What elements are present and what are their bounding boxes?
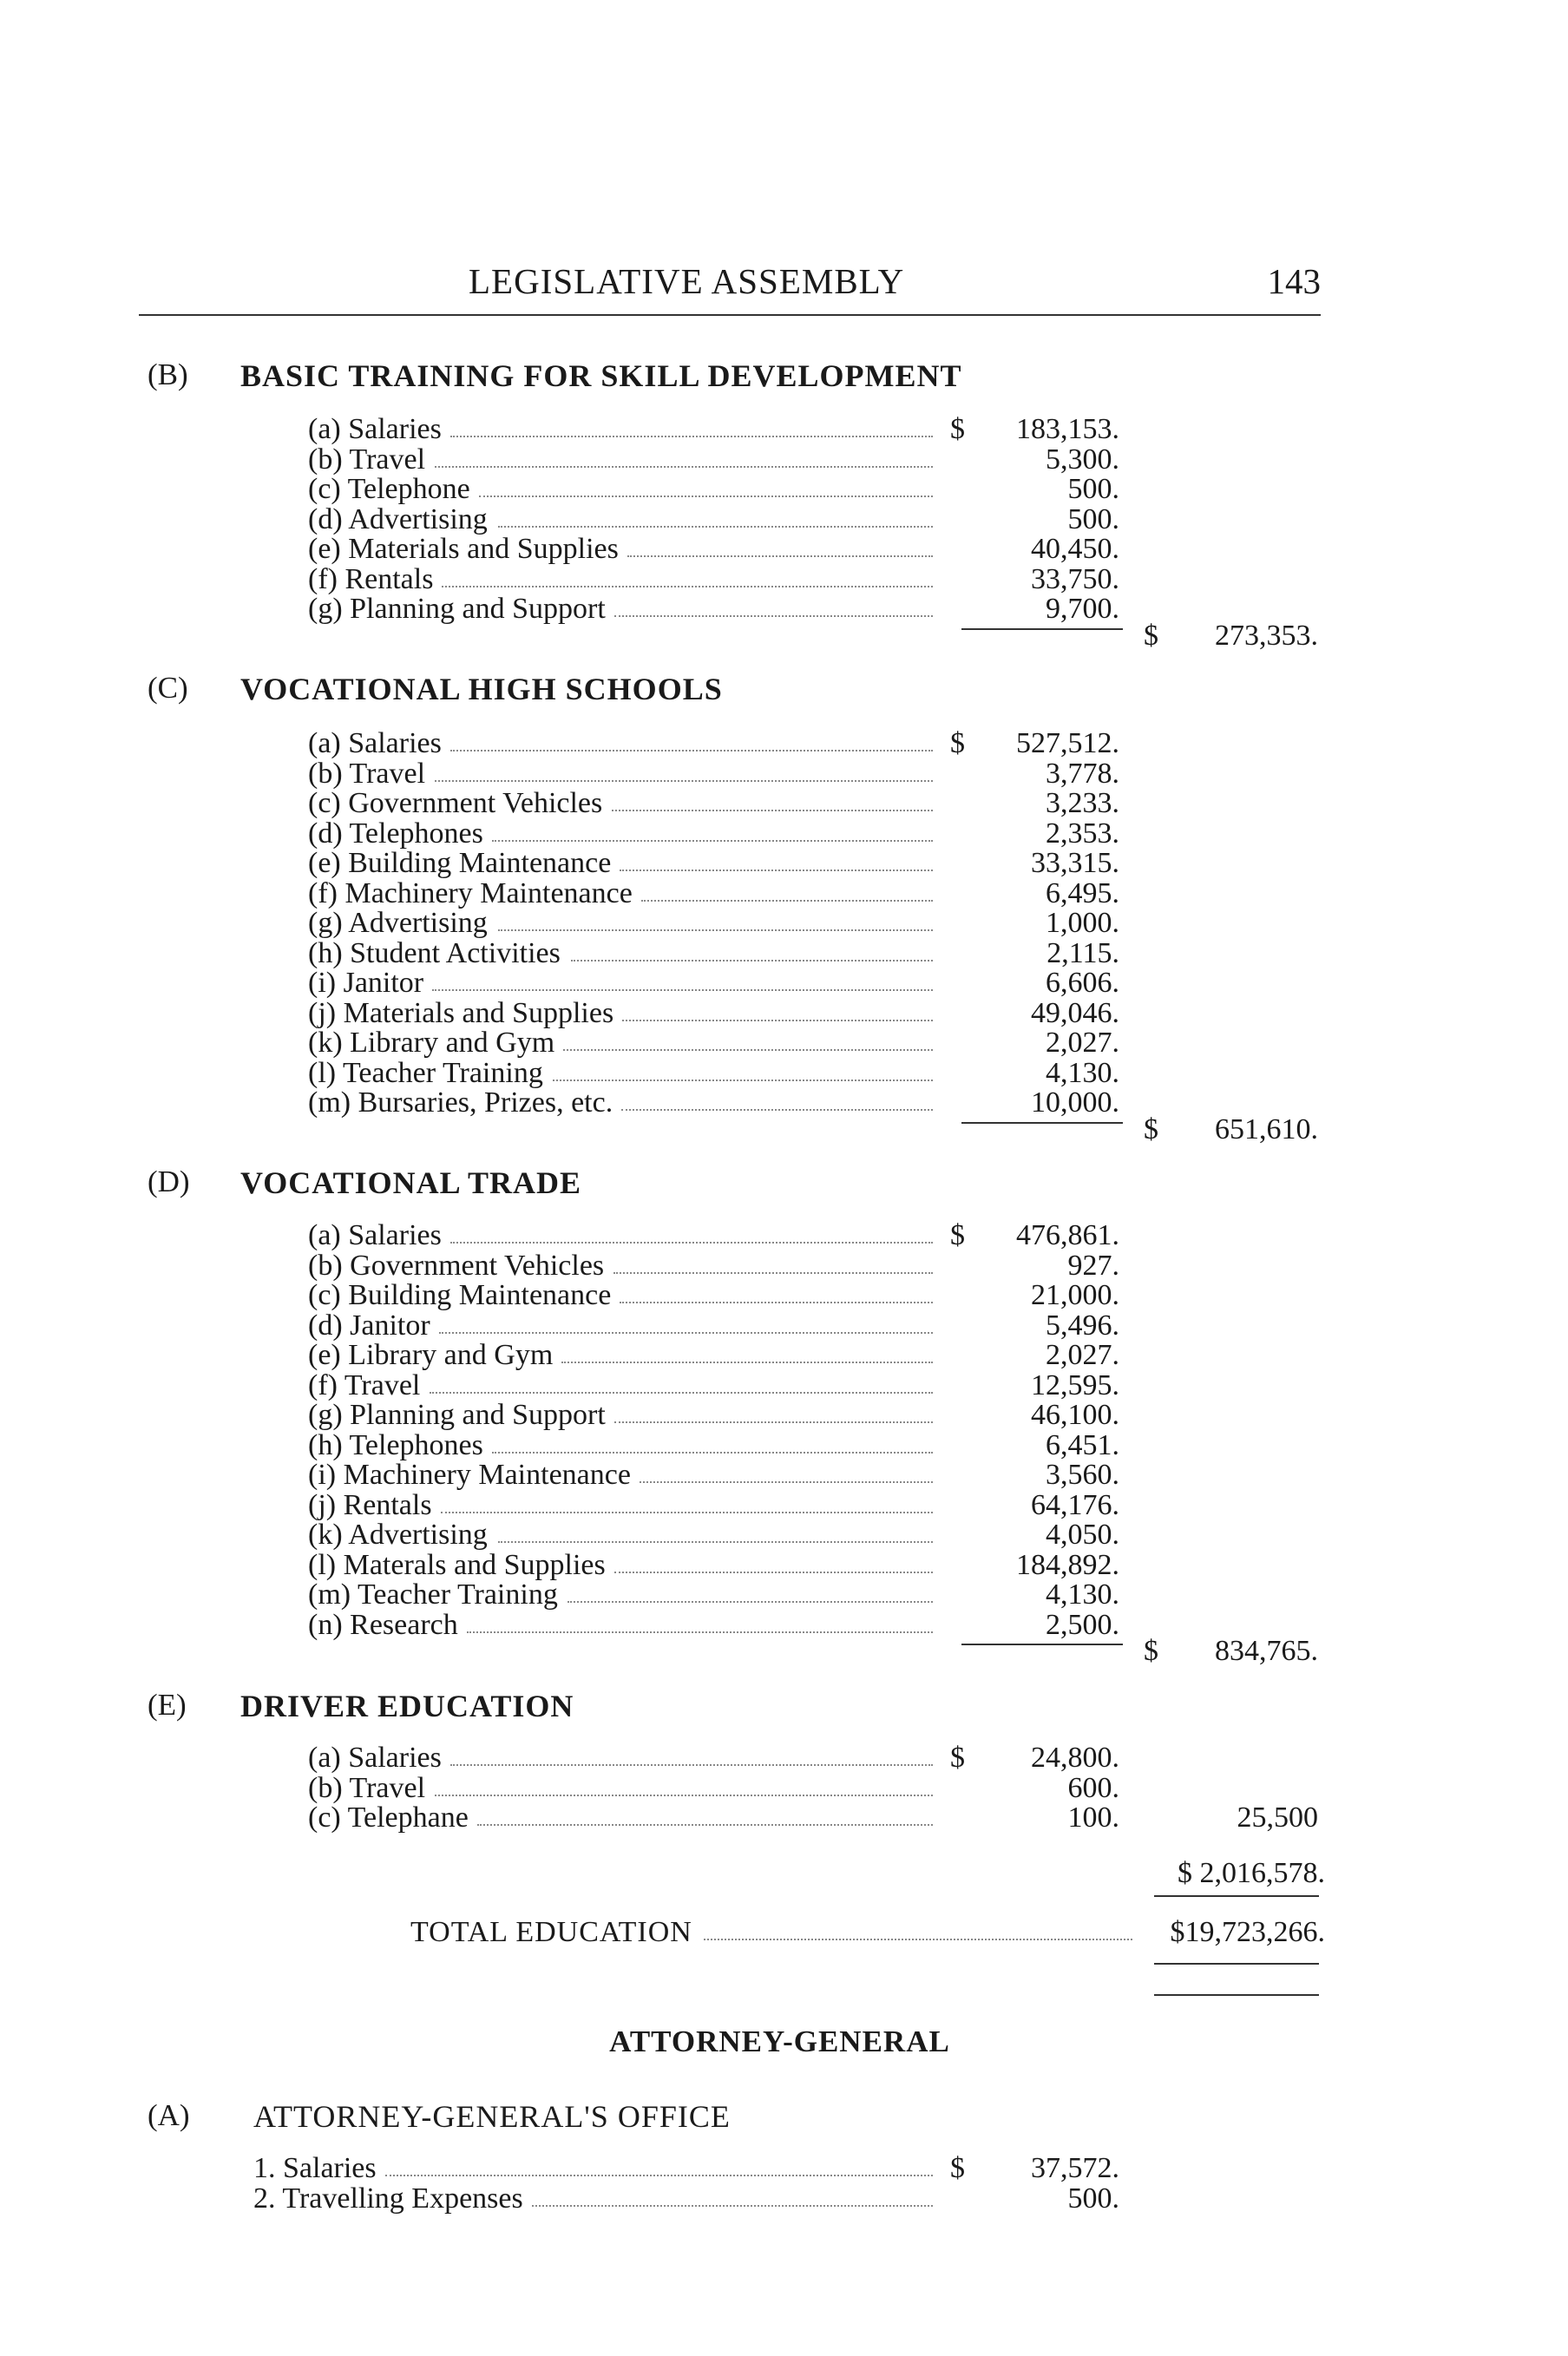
dot-leader <box>563 1049 933 1051</box>
division-total-rule <box>1154 1895 1319 1897</box>
total-rule-2 <box>1154 1994 1319 1996</box>
line-item-amount: 476,861. <box>1016 1219 1119 1251</box>
table-row <box>0 533 1568 565</box>
dot-leader <box>430 1392 933 1394</box>
table-row <box>0 503 1568 533</box>
line-item-label: (b) Travel <box>308 1771 426 1804</box>
table-row <box>0 997 1568 1027</box>
dot-leader <box>614 1572 933 1573</box>
line-item-label: (d) Advertising <box>308 502 488 535</box>
line-item-label: (b) Travel <box>308 443 426 476</box>
line-item-amount: 184,892. <box>1016 1548 1119 1581</box>
dot-leader <box>498 929 933 931</box>
dot-leader <box>450 436 933 437</box>
table-row <box>0 1027 1568 1059</box>
dot-leader <box>561 1362 933 1363</box>
dot-leader <box>640 1481 933 1483</box>
section-label: (E) <box>148 1688 187 1722</box>
table-row <box>0 593 1568 625</box>
line-item-amount: 100. <box>1067 1801 1119 1834</box>
table-row <box>0 1429 1568 1459</box>
line-item-amount: 9,700. <box>1046 593 1119 625</box>
dot-leader <box>432 989 933 991</box>
table-row <box>0 1056 1568 1089</box>
department-title: ATTORNEY-GENERAL <box>609 2025 950 2058</box>
line-item-amount: 4,050. <box>1046 1519 1119 1551</box>
dot-leader <box>450 750 933 751</box>
section-total-amount: 834,765. <box>1215 1635 1318 1667</box>
line-item-amount: 1,000. <box>1046 907 1119 939</box>
dollar-sign: $ <box>950 727 965 759</box>
line-item-amount: 2,027. <box>1046 1027 1119 1059</box>
line-item-label: (a) Salaries <box>308 727 442 759</box>
line-item-label: (e) Building Maintenance <box>308 847 612 879</box>
dollar-sign: $ <box>950 2152 965 2184</box>
section-total <box>0 1801 1568 1834</box>
table-row <box>0 1519 1568 1551</box>
table-row <box>0 1548 1568 1581</box>
line-item-label: (h) Student Activities <box>308 936 561 969</box>
line-item-label: (e) Library and Gym <box>308 1339 554 1371</box>
table-row <box>0 1578 1568 1611</box>
line-item-label: (b) Government Vehicles <box>308 1249 605 1282</box>
dot-leader <box>612 810 933 811</box>
dot-leader <box>614 615 933 617</box>
line-item-amount: 5,496. <box>1046 1309 1119 1342</box>
dot-leader <box>492 1452 933 1454</box>
table-row <box>0 817 1568 850</box>
table-row <box>0 847 1568 879</box>
line-item-amount: 4,130. <box>1046 1056 1119 1089</box>
total-education-label: TOTAL EDUCATION <box>410 1916 692 1948</box>
dot-leader <box>571 960 933 961</box>
line-item-label: (l) Materals and Supplies <box>308 1548 606 1581</box>
total-education-amount: $19,723,266. <box>1170 1916 1325 1948</box>
dot-leader <box>435 466 933 468</box>
line-item-amount: 40,450. <box>1031 533 1119 565</box>
dollar-sign: $ <box>950 413 965 445</box>
table-row <box>0 1249 1568 1282</box>
line-item-amount: 3,233. <box>1046 787 1119 819</box>
page-header-title: LEGISLATIVE ASSEMBLY <box>469 261 905 301</box>
line-item-label: (g) Planning and Support <box>308 593 606 625</box>
division-total-amount: $ 2,016,578. <box>1178 1857 1325 1889</box>
table-row <box>0 413 1568 443</box>
line-item-label: (a) Salaries <box>308 1219 442 1251</box>
dot-leader <box>498 526 933 528</box>
line-item-label: (d) Telephones <box>308 817 483 850</box>
page-number: 143 <box>1267 261 1321 301</box>
dollar-sign: $ <box>1144 1635 1158 1667</box>
line-item-amount: 500. <box>1067 502 1119 535</box>
table-row <box>0 1279 1568 1309</box>
line-item-amount: 46,100. <box>1031 1399 1119 1431</box>
table-row <box>0 1086 1568 1119</box>
line-item-label: (h) Telephones <box>308 1428 483 1461</box>
dot-leader <box>532 2205 933 2207</box>
dot-leader <box>435 1795 933 1796</box>
dot-leader <box>613 1272 933 1274</box>
line-item-amount: 600. <box>1067 1771 1119 1804</box>
table-row <box>0 473 1568 505</box>
section-total <box>0 619 1568 652</box>
table-row <box>0 1742 1568 1774</box>
table-row <box>0 787 1568 817</box>
line-item-amount: 12,595. <box>1031 1368 1119 1401</box>
dot-leader <box>450 1764 933 1766</box>
dot-leader <box>620 870 933 871</box>
section-total <box>0 1635 1568 1667</box>
table-row <box>0 2182 1568 2215</box>
line-item-label: (k) Library and Gym <box>308 1027 555 1059</box>
line-item-amount: 527,512. <box>1016 727 1119 759</box>
section-label: (B) <box>148 358 188 391</box>
line-item-amount: 6,606. <box>1046 967 1119 999</box>
line-item-amount: 183,153. <box>1016 413 1119 445</box>
dot-leader <box>704 1939 1132 1940</box>
line-item-amount: 2,500. <box>1046 1608 1119 1641</box>
table-row <box>0 877 1568 907</box>
line-item-label: (m) Bursaries, Prizes, etc. <box>308 1086 613 1119</box>
dot-leader <box>441 1512 933 1513</box>
section-label: (C) <box>148 671 188 705</box>
dot-leader <box>439 1332 933 1334</box>
line-item-label: (g) Advertising <box>308 907 488 939</box>
line-item-label: (f) Rentals <box>308 562 434 595</box>
table-row <box>0 1339 1568 1371</box>
line-item-label: (i) Machinery Maintenance <box>308 1459 631 1491</box>
header-rule <box>139 314 1321 316</box>
dot-leader <box>467 1631 933 1633</box>
table-row <box>0 757 1568 790</box>
dot-leader <box>435 780 933 782</box>
dot-leader <box>498 1541 933 1543</box>
line-item-label: (l) Teacher Training <box>308 1056 543 1089</box>
line-item-label: 1. Salaries <box>253 2152 377 2184</box>
dollar-sign: $ <box>950 1742 965 1774</box>
line-item-amount: 2,115. <box>1046 936 1119 969</box>
line-item-label: (c) Telephane <box>308 1801 469 1834</box>
line-item-amount: 4,130. <box>1046 1578 1119 1611</box>
section-title: DRIVER EDUCATION <box>240 1689 574 1723</box>
dot-leader <box>614 1421 933 1423</box>
section-title: VOCATIONAL TRADE <box>240 1165 582 1200</box>
dot-leader <box>621 1109 933 1111</box>
dot-leader <box>553 1080 933 1081</box>
line-item-amount: 3,560. <box>1046 1459 1119 1491</box>
line-item-amount: 64,176. <box>1031 1488 1119 1521</box>
line-item-amount: 33,315. <box>1031 847 1119 879</box>
dot-leader <box>385 2175 933 2176</box>
dot-leader <box>567 1601 933 1603</box>
table-row <box>0 1369 1568 1399</box>
division-total <box>0 1857 1568 1887</box>
table-row <box>0 1219 1568 1249</box>
line-item-amount: 10,000. <box>1031 1086 1119 1119</box>
line-item-label: (a) Salaries <box>308 413 442 445</box>
total-education-row <box>0 1916 1568 1946</box>
line-item-label: (c) Building Maintenance <box>308 1279 612 1311</box>
dot-leader <box>450 1242 933 1244</box>
line-item-amount: 927. <box>1067 1249 1119 1282</box>
line-item-label: (d) Janitor <box>308 1309 430 1342</box>
table-row <box>0 727 1568 757</box>
line-item-label: (j) Materials and Supplies <box>308 996 614 1029</box>
line-item-amount: 2,027. <box>1046 1339 1119 1371</box>
section-label: (D) <box>148 1165 190 1198</box>
page-header <box>139 260 1321 312</box>
dot-leader <box>492 840 933 842</box>
dollar-sign: $ <box>1144 619 1158 652</box>
line-item-amount: 33,750. <box>1031 562 1119 595</box>
table-row <box>0 1608 1568 1641</box>
section-label: (A) <box>148 2098 190 2132</box>
line-item-label: (c) Telephone <box>308 473 470 505</box>
total-rule-1 <box>1154 1963 1319 1965</box>
table-row <box>0 1399 1568 1431</box>
section-title: BASIC TRAINING FOR SKILL DEVELOPMENT <box>240 358 962 393</box>
table-row <box>0 1309 1568 1342</box>
line-item-label: (k) Advertising <box>308 1519 488 1551</box>
table-row <box>0 1489 1568 1519</box>
line-item-label: (e) Materials and Supplies <box>308 533 619 565</box>
line-item-label: (f) Machinery Maintenance <box>308 876 633 909</box>
dollar-sign: $ <box>1144 1112 1158 1145</box>
dot-leader <box>622 1020 933 1021</box>
dot-leader <box>442 586 933 587</box>
line-item-label: (b) Travel <box>308 757 426 790</box>
line-item-label: (g) Planning and Support <box>308 1399 606 1431</box>
section-total-amount: 273,353. <box>1215 619 1318 652</box>
dot-leader <box>620 1302 933 1303</box>
line-item-label: (m) Teacher Training <box>308 1578 558 1611</box>
section-title: ATTORNEY-GENERAL'S OFFICE <box>253 2099 731 2134</box>
line-item-amount: 2,353. <box>1046 817 1119 850</box>
line-item-amount: 6,495. <box>1046 876 1119 909</box>
line-item-label: (c) Government Vehicles <box>308 787 603 819</box>
section-total <box>0 1113 1568 1143</box>
line-item-label: 2. Travelling Expenses <box>253 2182 523 2215</box>
line-item-label: (i) Janitor <box>308 967 424 999</box>
table-row <box>0 2152 1568 2182</box>
line-item-amount: 24,800. <box>1031 1742 1119 1774</box>
table-row <box>0 967 1568 999</box>
line-item-label: (a) Salaries <box>308 1742 442 1774</box>
line-item-amount: 49,046. <box>1031 996 1119 1029</box>
dot-leader <box>627 555 933 557</box>
table-row <box>0 937 1568 967</box>
dot-leader <box>641 900 933 902</box>
section-total-amount: 651,610. <box>1215 1112 1318 1145</box>
dollar-sign: $ <box>950 1219 965 1251</box>
line-item-amount: 500. <box>1067 2182 1119 2215</box>
dot-leader <box>479 495 933 497</box>
section-total-amount: 25,500 <box>1237 1801 1318 1834</box>
line-item-label: (j) Rentals <box>308 1488 432 1521</box>
table-row <box>0 1771 1568 1804</box>
line-item-amount: 5,300. <box>1046 443 1119 476</box>
section-title: VOCATIONAL HIGH SCHOOLS <box>240 672 723 706</box>
line-item-amount: 3,778. <box>1046 757 1119 790</box>
table-row <box>0 907 1568 939</box>
table-row <box>0 443 1568 476</box>
line-item-label: (f) Travel <box>308 1368 421 1401</box>
table-row <box>0 1459 1568 1491</box>
table-row <box>0 563 1568 593</box>
line-item-amount: 6,451. <box>1046 1428 1119 1461</box>
line-item-amount: 500. <box>1067 473 1119 505</box>
line-item-amount: 37,572. <box>1031 2152 1119 2184</box>
line-item-amount: 21,000. <box>1031 1279 1119 1311</box>
line-item-label: (n) Research <box>308 1608 458 1641</box>
